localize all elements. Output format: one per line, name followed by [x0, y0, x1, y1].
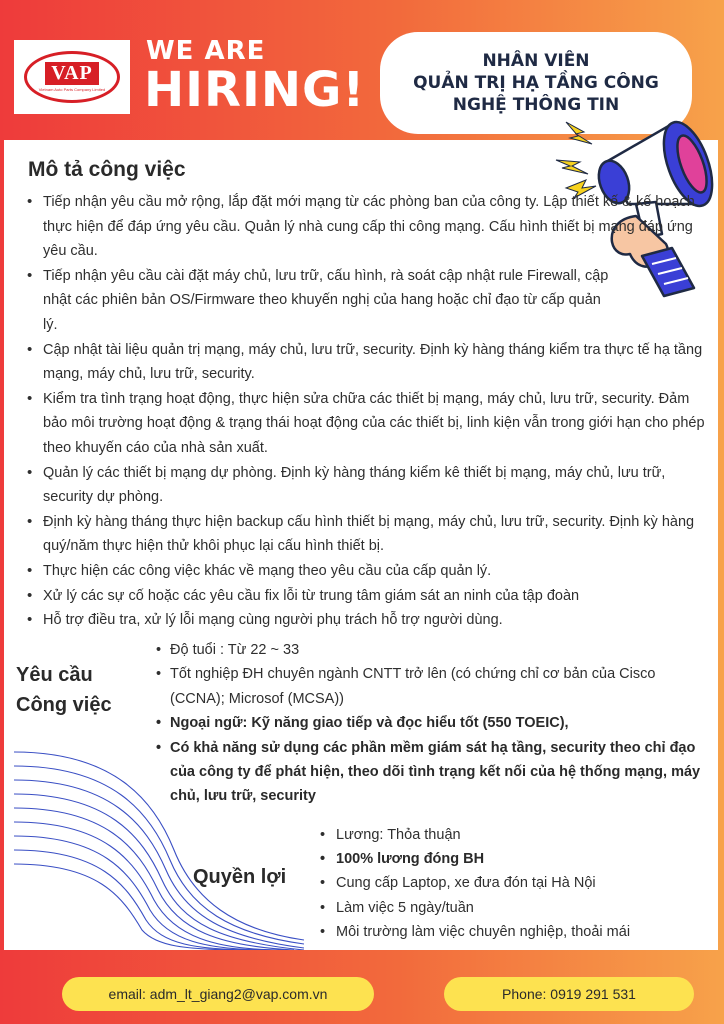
benefits-title: Quyền lợi: [193, 866, 287, 888]
description-item: • Xử lý các sự cố hoặc các yêu cầu fix lỗi từ trung tâm giám sát an ninh của tập đoàn: [24, 584, 712, 609]
description-item: • Hỗ trợ điều tra, xử lý lỗi mạng cùng người phụ trách hỗ trợ người dùng.: [24, 608, 712, 633]
phone-contact[interactable]: Phone: 0919 291 531: [444, 977, 694, 1011]
position-title-line-2: QUẢN TRỊ HẠ TẦNG CÔNG: [413, 73, 659, 93]
description-item: • Thực hiện các công việc khác về mạng theo yêu cầu của cấp quản lý.: [24, 559, 712, 584]
description-item: • Định kỳ hàng tháng thực hiện backup cấu hình thiết bị mạng, máy chủ, lưu trữ, security. Định kỳ hàng quý/năm thực hiện thử khôi phục lại cấu hình thiết bị.: [24, 510, 712, 559]
description-list: [24, 190, 712, 633]
benefit-item: • Làm việc 5 ngày/tuần: [320, 896, 712, 920]
company-logo: [14, 40, 130, 114]
logo-subtext: Vietnam Auto Parts Company Limited: [38, 87, 106, 92]
requirement-item: • Có khả năng sử dụng các phần mềm giám sát hạ tầng, security theo chỉ đạo của công ty để phát hiện, theo dõi tình trạng kết nối của hệ thống mạng, máy chủ, lưu trữ, security: [156, 736, 712, 809]
logo-text: VAP: [45, 62, 99, 85]
description-item: • Kiểm tra tình trạng hoạt động, thực hiện sửa chữa các thiết bị mạng, máy chủ, lưu trữ, security. Đảm bảo môi trường hoạt động & trạng thái hoạt động của các thiết bị, linh kiện vẫn trong giới hạn cho phép theo khuyến cáo của nhà sản xuất.: [24, 387, 712, 461]
position-title-line-1: NHÂN VIÊN: [482, 51, 590, 71]
requirements-title: [16, 660, 112, 720]
position-title-line-3: NGHỆ THÔNG TIN: [452, 95, 620, 115]
decorative-waves: [4, 740, 304, 950]
description-item: • Tiếp nhận yêu cầu mở rộng, lắp đặt mới mạng từ các phòng ban của công ty. Lập thiết kế & kế hoạch thực hiện để đáp ứng yêu cầu. Quản lý nhà cung cấp thi công mạng. Cấu hình thiết bị mạng đáp ứng yêu cầu.: [24, 190, 712, 264]
benefit-item: • Môi trường làm việc chuyên nghiệp, thoải mái: [320, 920, 712, 944]
description-item: • Tiếp nhận yêu cầu cài đặt máy chủ, lưu trữ, cấu hình, rà soát cập nhật rule Firewall, cập nhật các phiên bản OS/Firmware theo khuyến nghị của hang hoặc chỉ đạo từ cấp quản lý.: [24, 264, 712, 338]
benefit-item: • Lương: Thỏa thuận: [320, 823, 712, 847]
requirements-title-line-1: Yêu cầu: [16, 664, 93, 686]
hiring-heading: HIRING!: [144, 62, 366, 118]
requirement-item: • Tốt nghiệp ĐH chuyên ngành CNTT trở lên (có chứng chỉ cơ bản của Cisco (CCNA); Microsof (MCSA)): [156, 662, 712, 711]
description-item: • Cập nhật tài liệu quản trị mạng, máy chủ, lưu trữ, security. Định kỳ hàng tháng kiểm tra thực tế hạ tầng mạng, máy chủ, lưu trữ, security.: [24, 338, 712, 387]
description-title: Mô tả công việc: [28, 158, 186, 181]
we-are-heading: WE ARE: [146, 36, 266, 66]
benefit-item: • 100% lương đóng BH: [320, 847, 712, 871]
benefits-list: [320, 823, 712, 944]
description-item: • Quản lý các thiết bị mạng dự phòng. Định kỳ hàng tháng kiểm kê thiết bị mạng, máy chủ, lưu trữ, security dự phòng.: [24, 461, 712, 510]
benefit-item: • Cung cấp Laptop, xe đưa đón tại Hà Nội: [320, 871, 712, 895]
requirements-title-line-2: Công việc: [16, 694, 112, 716]
requirement-item: • Ngoại ngữ: Kỹ năng giao tiếp và đọc hiểu tốt (550 TOEIC),: [156, 711, 712, 735]
requirement-item: • Độ tuổi : Từ 22 ~ 33: [156, 638, 712, 662]
logo-oval: [24, 51, 120, 103]
email-contact[interactable]: email: adm_lt_giang2@vap.com.vn: [62, 977, 374, 1011]
